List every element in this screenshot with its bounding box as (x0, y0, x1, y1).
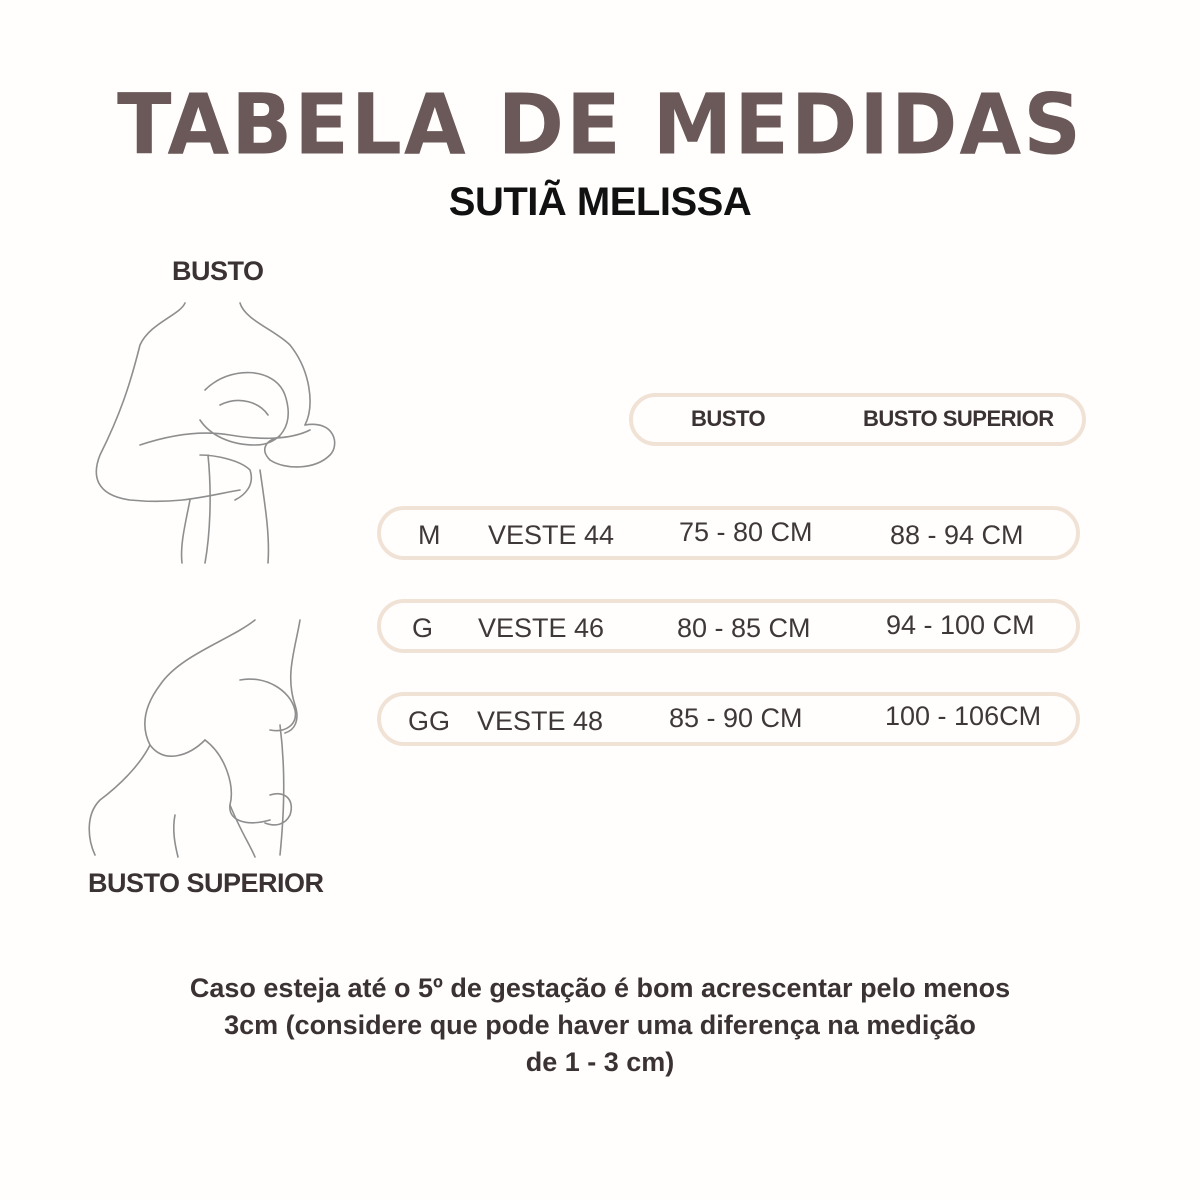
footer-note (100, 970, 1100, 1081)
size-cell: GG (408, 706, 451, 736)
page-title: TABELA DE MEDIDAS (117, 75, 1083, 174)
upper-bust-measurement-illustration (80, 615, 320, 860)
footer-line-1: Caso esteja até o 5º de gestação é bom acrescentar pelo menos (189, 973, 1011, 1003)
busto-superior-cell: 100 - 106CM (885, 701, 1042, 731)
busto-cell: 80 - 85 CM (677, 613, 811, 643)
veste-cell: VESTE 48 (477, 706, 604, 736)
busto-superior-cell: 94 - 100 CM (886, 610, 1035, 640)
size-cell: M (418, 520, 441, 550)
busto-cell: 75 - 80 CM (679, 517, 813, 547)
figure-label-busto: BUSTO (172, 256, 264, 286)
veste-cell: VESTE 44 (488, 520, 615, 550)
figure-label-busto-superior: BUSTO SUPERIOR (88, 868, 324, 898)
column-header-busto: BUSTO (691, 406, 766, 431)
footer-line-2: 3cm (considere que pode haver uma diferença na medição (224, 1010, 976, 1040)
column-header-busto-superior: BUSTO SUPERIOR (863, 406, 1054, 431)
size-cell: G (412, 613, 434, 643)
busto-cell: 85 - 90 CM (669, 703, 803, 733)
busto-superior-cell: 88 - 94 CM (890, 520, 1024, 550)
bust-measurement-illustration (90, 295, 350, 565)
veste-cell: VESTE 46 (478, 613, 605, 643)
footer-line-3: de 1 - 3 cm) (525, 1047, 675, 1077)
page-subtitle: SUTIÃ MELISSA (448, 180, 752, 224)
